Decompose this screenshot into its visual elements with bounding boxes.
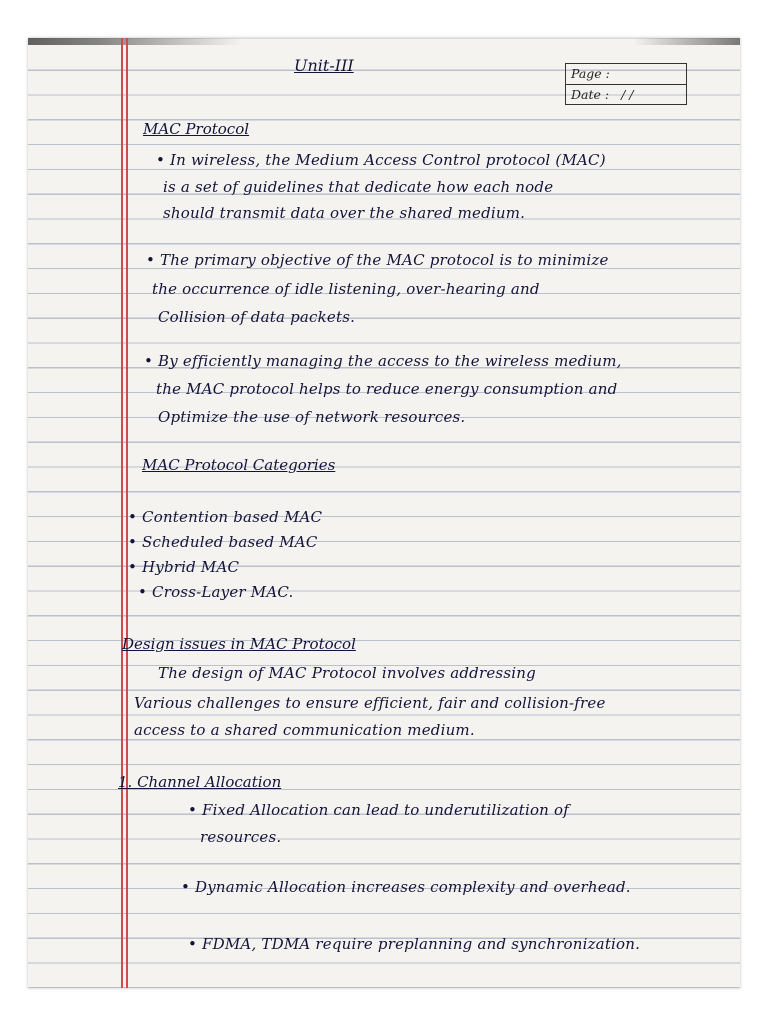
category-item: • Cross-Layer MAC. bbox=[138, 583, 293, 601]
heading-design-issues: Design issues in MAC Protocol bbox=[122, 635, 356, 653]
category-item: • Contention based MAC bbox=[128, 508, 322, 526]
category-item: • Hybrid MAC bbox=[128, 558, 239, 576]
design-paragraph-line-1: The design of MAC Protocol involves addressing bbox=[158, 664, 536, 682]
heading-channel-allocation: 1. Channel Allocation bbox=[118, 773, 282, 791]
bullet-objective-line-3: Collision of data packets. bbox=[158, 308, 356, 326]
page-title: Unit-III bbox=[294, 56, 354, 75]
design-paragraph-line-2: Various challenges to ensure efficient, fair and collision-free bbox=[134, 694, 606, 712]
page-shadow-edge bbox=[28, 38, 740, 45]
page-date-box bbox=[565, 63, 687, 105]
heading-mac-categories: MAC Protocol Categories bbox=[142, 456, 336, 474]
bullet-mac-definition-line-3: should transmit data over the shared medium. bbox=[163, 204, 526, 222]
bullet-efficiency-line-2: the MAC protocol helps to reduce energy consumption and bbox=[156, 380, 618, 398]
bullet-mac-definition-line-2: is a set of guidelines that dedicate how each node bbox=[163, 178, 554, 196]
date-label: Date : bbox=[571, 87, 610, 102]
page-number-label: Page : bbox=[571, 66, 610, 81]
notebook-page bbox=[28, 38, 740, 988]
design-paragraph-line-3: access to a shared communication medium. bbox=[134, 721, 475, 739]
channel-dynamic: • Dynamic Allocation increases complexity and overhead. bbox=[181, 878, 631, 896]
bullet-mac-definition-line-1: • In wireless, the Medium Access Control protocol (MAC) bbox=[156, 151, 606, 169]
bullet-objective-line-2: the occurrence of idle listening, over-hearing and bbox=[152, 280, 540, 298]
channel-fixed-line-2: resources. bbox=[200, 828, 282, 846]
margin-line-left bbox=[121, 38, 123, 988]
bullet-efficiency-line-3: Optimize the use of network resources. bbox=[158, 408, 466, 426]
heading-mac-protocol: MAC Protocol bbox=[143, 120, 250, 138]
bullet-objective-line-1: • The primary objective of the MAC protocol is to minimize bbox=[146, 251, 609, 269]
date-value: / / bbox=[621, 87, 634, 102]
channel-fdma-tdma: • FDMA, TDMA require preplanning and synchronization. bbox=[188, 935, 640, 953]
category-item: • Scheduled based MAC bbox=[128, 533, 318, 551]
date-row bbox=[566, 84, 686, 105]
bullet-efficiency-line-1: • By efficiently managing the access to the wireless medium, bbox=[144, 352, 622, 370]
channel-fixed-line-1: • Fixed Allocation can lead to underutilization of bbox=[188, 801, 569, 819]
